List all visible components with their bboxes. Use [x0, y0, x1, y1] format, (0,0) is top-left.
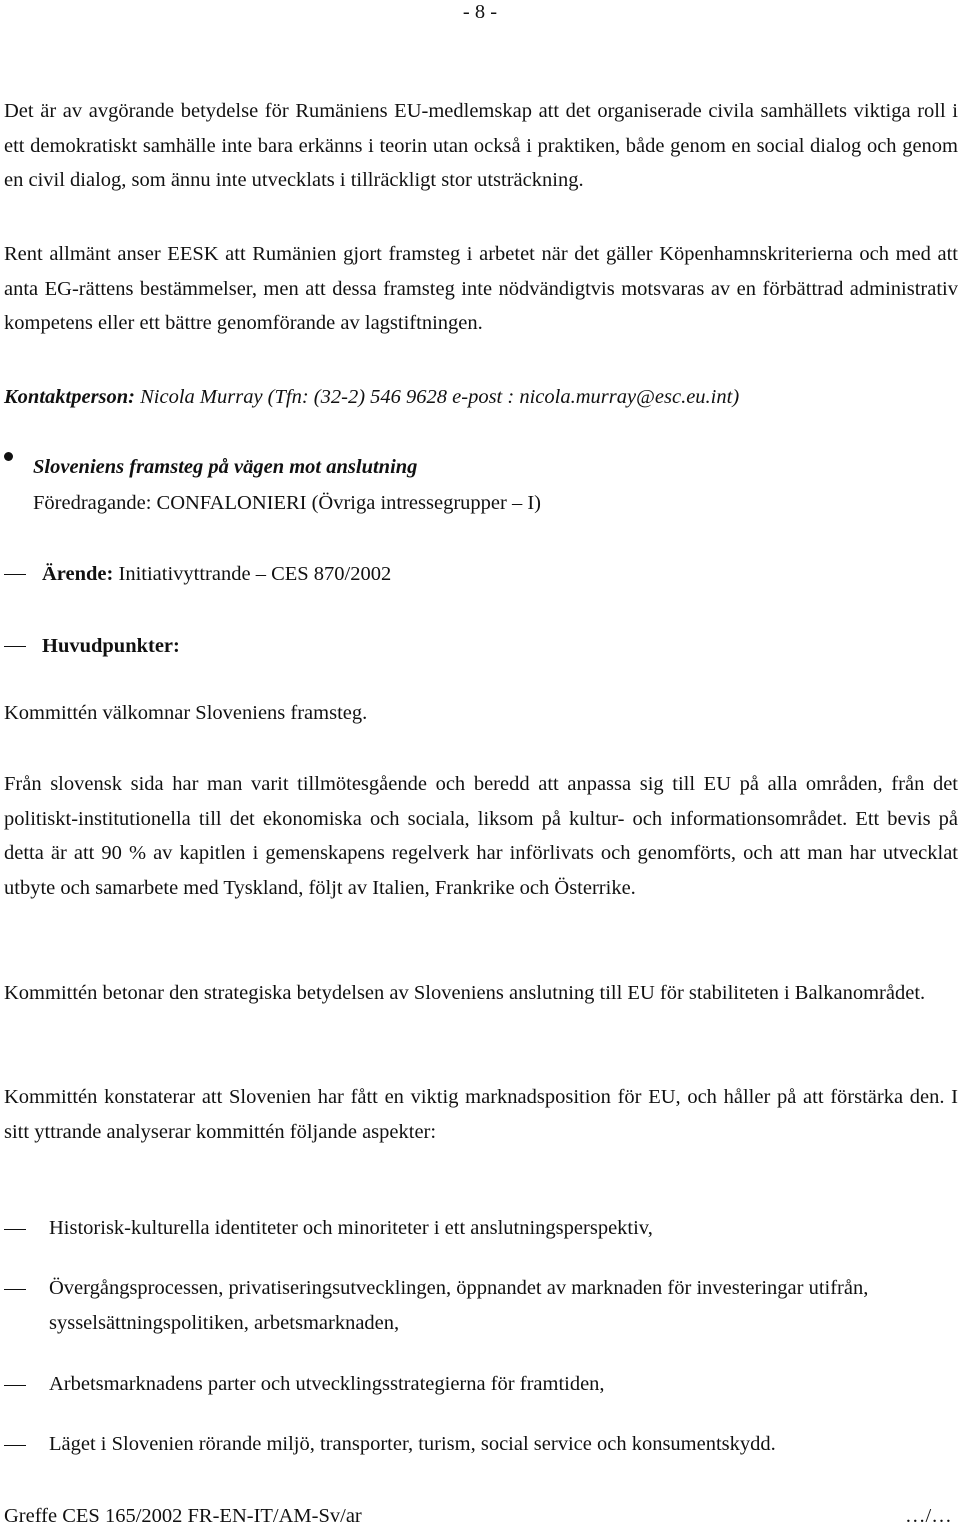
dash-icon — [4, 574, 26, 575]
paragraph-strategic-importance: Kommittén betonar den strategiska betydelsen av Sloveniens anslutning till EU för stabiliteten i Balkanområdet. — [4, 982, 926, 1004]
aspect-item: Övergångsprocessen, privatiseringsutvecklingen, öppnandet av marknaden för investeringar utifrån, sysselsättningspolitiken, arbetsmarknaden, — [49, 1277, 869, 1334]
section-title: Sloveniens framsteg på vägen mot anslutning — [33, 456, 418, 478]
contact-person — [4, 380, 739, 414]
contact-label: Kontaktperson: — [4, 386, 135, 408]
aspect-item: Läget i Slovenien rörande miljö, transporter, turism, social service och konsumentskydd. — [49, 1433, 776, 1455]
paragraph-slovenian-side: Från slovensk sida har man varit tillmötesgående och beredd att anpassa sig till EU på alla områden, från det politiskt-institutionella till det ekonomiska och sociala, liksom på kultur- och informationsområdet. Ett bevis på detta är att 90 % av kapitlen i gemenskapens regelverk har införlivats och genomförts, och att man har utvecklat utbyte och samarbete med Tyskland, följt av Italien, Frankrike och Österrike. — [4, 773, 958, 899]
bullet-icon — [4, 452, 13, 461]
contact-details: Nicola Murray (Tfn: (32-2) 546 9628 e-post : nicola.murray@esc.eu.int) — [135, 386, 740, 408]
paragraph-market-position: Kommittén konstaterar att Slovenien har fått en viktig marknadsposition för EU, och håller på att förstärka den. I sitt yttrande analyserar kommittén följande aspekter: — [4, 1086, 958, 1143]
footer-reference: Greffe CES 165/2002 FR-EN-IT/AM-Sv/ar — [4, 1505, 362, 1527]
paragraph-romania-progress: Rent allmänt anser EESK att Rumänien gjort framsteg i arbetet när det gäller Köpenhamnskriterierna och med att anta EG-rättens bestämmelser, men att dessa framsteg inte nödvändigtvis motsvaras av en förbättrad administrativ kompetens eller ett bättre genomförande av lagstiftningen. — [4, 243, 958, 335]
key-points-label: Huvudpunkter: — [42, 635, 180, 657]
subject-line — [42, 557, 391, 591]
page-number: - 8 - — [462, 1, 498, 23]
subject-label: Ärende: — [42, 563, 114, 585]
dash-icon — [4, 646, 26, 647]
dash-icon — [4, 1385, 26, 1386]
aspect-item: Historisk-kulturella identiteter och minoriteter i ett anslutningsperspektiv, — [49, 1217, 653, 1239]
aspect-item: Arbetsmarknadens parter och utvecklingsstrategierna för framtiden, — [49, 1373, 605, 1395]
subject-value: Initiativyttrande – CES 870/2002 — [113, 563, 392, 585]
dash-icon — [4, 1289, 26, 1290]
key-points-heading — [42, 629, 180, 663]
dash-icon — [4, 1229, 26, 1230]
paragraph-romania-civil-society: Det är av avgörande betydelse för Rumäniens EU-medlemskap att det organiserade civila samhällets viktiga roll i ett demokratiskt samhälle inte bara erkänns i teorin utan också i praktiken, både genom en social dialog och genom en civil dialog, som ännu inte utvecklats i tillräckligt stor utsträckning. — [4, 100, 958, 192]
dash-icon — [4, 1445, 26, 1446]
footer-continuation: …/… — [905, 1505, 952, 1527]
paragraph-welcome: Kommittén välkomnar Sloveniens framsteg. — [4, 702, 368, 724]
rapporteur: Föredragande: CONFALONIERI (Övriga intressegrupper – I) — [33, 492, 541, 514]
